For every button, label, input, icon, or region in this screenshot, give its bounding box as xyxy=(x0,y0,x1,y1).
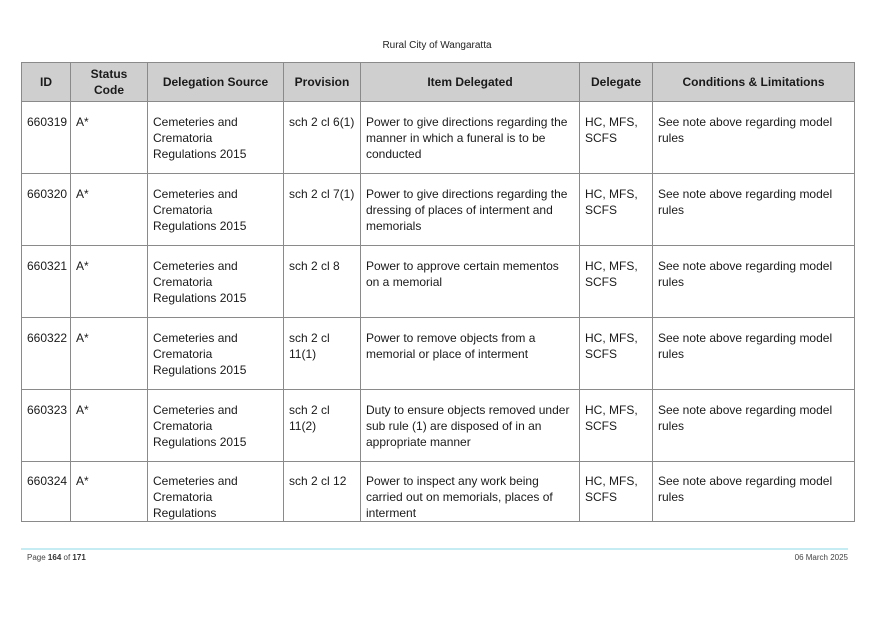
column-header-status-code: Status Code xyxy=(71,63,148,102)
cell-conditions: See note above regarding model rules xyxy=(653,462,855,522)
cell-item-delegated: Power to give directions regarding the dressing of places of interment and memorials xyxy=(361,174,580,246)
cell-provision: sch 2 cl 8 xyxy=(284,246,361,318)
table-row xyxy=(22,318,855,390)
cell-item-delegated: Power to remove objects from a memorial or place of interment xyxy=(361,318,580,390)
cell-delegation-source: Cemeteries and Crematoria Regulations 2015 xyxy=(148,390,284,462)
page-number xyxy=(27,553,86,562)
cell-status-code: A* xyxy=(71,174,148,246)
cell-id: 660324 xyxy=(22,462,71,522)
column-header-delegation-source: Delegation Source xyxy=(148,63,284,102)
cell-item-delegated: Duty to ensure objects removed under sub rule (1) are disposed of in an appropriate manner xyxy=(361,390,580,462)
column-header-conditions: Conditions & Limitations xyxy=(653,63,855,102)
cell-conditions: See note above regarding model rules xyxy=(653,102,855,174)
cell-status-code: A* xyxy=(71,102,148,174)
cell-conditions: See note above regarding model rules xyxy=(653,390,855,462)
column-header-item-delegated: Item Delegated xyxy=(361,63,580,102)
cell-provision: sch 2 cl 11(2) xyxy=(284,390,361,462)
page-total: 171 xyxy=(72,553,86,562)
cell-delegation-source: Cemeteries and Crematoria Regulations 2015 xyxy=(148,318,284,390)
cell-provision: sch 2 cl 12 xyxy=(284,462,361,522)
column-header-delegate: Delegate xyxy=(580,63,653,102)
column-header-id: ID xyxy=(22,63,71,102)
cell-id: 660321 xyxy=(22,246,71,318)
cell-status-code: A* xyxy=(71,318,148,390)
cell-delegate: HC, MFS, SCFS xyxy=(580,390,653,462)
cell-delegate: HC, MFS, SCFS xyxy=(580,102,653,174)
cell-provision: sch 2 cl 11(1) xyxy=(284,318,361,390)
cell-item-delegated: Power to inspect any work being carried out on memorials, places of interment xyxy=(361,462,580,522)
delegations-table xyxy=(21,62,855,522)
cell-conditions: See note above regarding model rules xyxy=(653,318,855,390)
footer-divider xyxy=(21,548,848,550)
cell-delegation-source: Cemeteries and Crematoria Regulations 2015 xyxy=(148,246,284,318)
cell-delegate: HC, MFS, SCFS xyxy=(580,318,653,390)
document-header-title: Rural City of Wangaratta xyxy=(382,40,492,51)
table-row xyxy=(22,390,855,462)
table-row xyxy=(22,462,855,522)
page-of: of xyxy=(63,553,71,562)
cell-id: 660323 xyxy=(22,390,71,462)
cell-item-delegated: Power to approve certain mementos on a memorial xyxy=(361,246,580,318)
table-row xyxy=(22,246,855,318)
cell-status-code: A* xyxy=(71,462,148,522)
cell-delegate: HC, MFS, SCFS xyxy=(580,462,653,522)
cell-delegate: HC, MFS, SCFS xyxy=(580,246,653,318)
cell-delegate: HC, MFS, SCFS xyxy=(580,174,653,246)
cell-status-code: A* xyxy=(71,246,148,318)
cell-id: 660322 xyxy=(22,318,71,390)
column-header-provision: Provision xyxy=(284,63,361,102)
table-row xyxy=(22,174,855,246)
page-current: 164 xyxy=(47,553,62,562)
cell-delegation-source: Cemeteries and Crematoria Regulations 2015 xyxy=(148,102,284,174)
cell-id: 660319 xyxy=(22,102,71,174)
cell-delegation-source: Cemeteries and Crematoria Regulations xyxy=(148,462,284,522)
table-header-row xyxy=(22,63,855,102)
cell-id: 660320 xyxy=(22,174,71,246)
cell-item-delegated: Power to give directions regarding the manner in which a funeral is to be conducted xyxy=(361,102,580,174)
cell-conditions: See note above regarding model rules xyxy=(653,246,855,318)
cell-delegation-source: Cemeteries and Crematoria Regulations 2015 xyxy=(148,174,284,246)
cell-provision: sch 2 cl 6(1) xyxy=(284,102,361,174)
table-row xyxy=(22,102,855,174)
footer-date: 06 March 2025 xyxy=(794,553,848,562)
cell-conditions: See note above regarding model rules xyxy=(653,174,855,246)
page-word: Page xyxy=(27,553,46,562)
cell-status-code: A* xyxy=(71,390,148,462)
cell-provision: sch 2 cl 7(1) xyxy=(284,174,361,246)
